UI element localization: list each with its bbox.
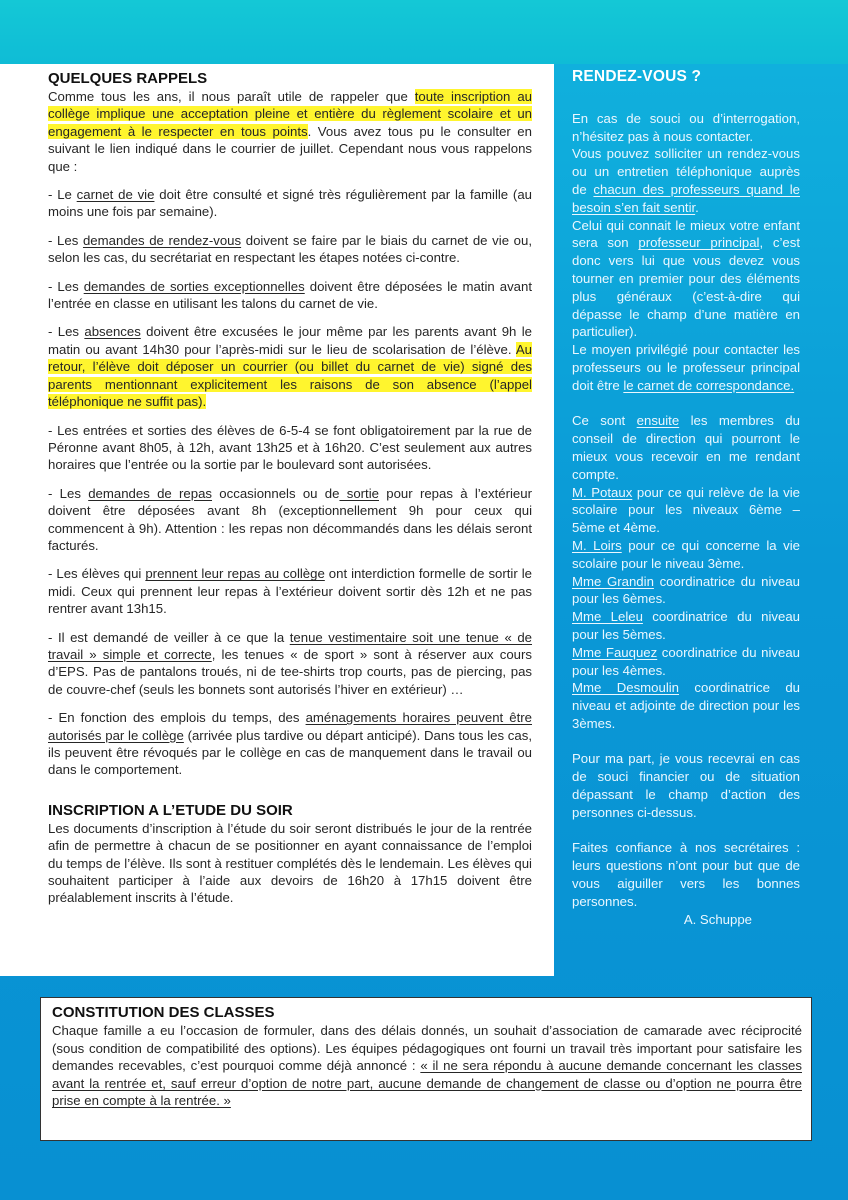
rendezvous-sidebar bbox=[572, 68, 800, 928]
rappels-heading: QUELQUES RAPPELS bbox=[48, 70, 208, 87]
contact-name: M. Loirs bbox=[572, 537, 622, 553]
rappel-repas bbox=[48, 485, 532, 555]
etude-text: Les documents d’inscription à l’étude du soir seront distribués le jour de la rentrée afin de permettre à chacun de se positionner en ayant connaissance de l’emploi du temps de l’élève. Ils sont à restituer complétés dès le lendemain. Les élèves qui souhaitent participer à l’aide aux devoirs de 16h20 à 17h15 doivent être préalablement inscrits à l’étude. bbox=[48, 820, 532, 906]
contact-role: coordinatrice du niveau et adjointe de direction pour les 3èmes. bbox=[572, 680, 800, 731]
contact-item bbox=[572, 644, 800, 680]
rappels-intro bbox=[48, 88, 532, 175]
underlined-text: « il ne sera répondu à aucune demande concernant les classes avant la rentrée et, sauf erreur d’option de notre part, aucune demande de changement de classe ou d’option ne pourra être prise en compte à la rentrée. » bbox=[52, 1058, 802, 1109]
text: Vous pouvez solliciter un rendez-vous ou un entretien téléphonique auprès de bbox=[572, 146, 800, 197]
spacer bbox=[572, 395, 800, 413]
underlined-text: demandes de repas bbox=[88, 485, 213, 501]
text: - Les bbox=[48, 485, 89, 501]
classes-text bbox=[52, 1022, 802, 1110]
contact-name: Mme Desmoulin bbox=[572, 680, 680, 696]
contact-name: Mme Grandin bbox=[572, 573, 654, 589]
underlined-text: sortie bbox=[339, 485, 379, 501]
contact-item bbox=[572, 608, 800, 644]
underlined-text: demandes de sorties exceptionnelles bbox=[83, 278, 305, 294]
rdv-p5 bbox=[572, 412, 800, 483]
highlighted-text: Au retour, l’élève doit déposer un courrier (ou billet du carnet de vie) signé des parents mentionnant explicitement les raisons de son absence (l’appel téléphonique ne suffit pas). bbox=[48, 341, 532, 410]
text: doit être consulté et signé très régulièrement par la famille (au moins une fois par semaine). bbox=[48, 187, 532, 220]
text: . bbox=[695, 199, 699, 215]
contact-name: Mme Fauquez bbox=[572, 644, 658, 660]
underlined-text: professeur principal bbox=[638, 235, 760, 251]
text: - Les élèves qui bbox=[48, 566, 146, 582]
text: , c’est donc vers lui que vous devez vous tourner en premier pour des éléments plus généraux (c’est-à-dire qui dépasse le champ d’une matière en particulier). bbox=[572, 235, 800, 340]
rdv-p7: Faites confiance à nos secrétaires : leurs questions n’ont pour but que de vous aiguiller vers les bonnes personnes. bbox=[572, 840, 800, 909]
underlined-text: ensuite bbox=[636, 413, 680, 429]
text: (arrivée plus tardive ou départ anticipé). Dans tous les cas, ils peuvent être révoqués par le collège en cas de manquement dans le travail ou dans le comportement. bbox=[48, 727, 532, 778]
rappel-sorties bbox=[48, 278, 532, 313]
text: - Il est demandé de veiller à ce que la bbox=[48, 629, 290, 645]
text: Chaque famille a eu l’occasion de formuler, dans des délais donnés, un souhait d’association de camarade avec réciprocité (sous condition de compatibilité des options). Les équipes pédagogiques ont fourni un travail très important pour satisfaire les demandes recevables, c’est pourquoi comme déjà annoncé : bbox=[52, 1023, 802, 1074]
text: doivent se faire par le biais du carnet de vie ou, selon les cas, du secrétariat en respectant les étapes notées ci-contre. bbox=[48, 232, 533, 266]
classes-heading: CONSTITUTION DES CLASSES bbox=[52, 1004, 275, 1021]
contact-item bbox=[572, 679, 800, 732]
underlined-text: demandes de rendez-vous bbox=[82, 232, 242, 248]
contact-role: pour ce qui relève de la vie scolaire pour les niveaux 6ème – 5ème et 4ème. bbox=[572, 484, 800, 536]
rappel-entrees: - Les entrées et sorties des élèves de 6-5-4 se font obligatoirement par la rue de Péronne avant 8h05, à 12h, avant 13h25 et à 16h20. C’est seulement aux autres horaires que l’entrée ou la sortie par le boulevard sont autorisées. bbox=[48, 422, 532, 473]
text: doivent être excusées le jour même par les parents avant 9h le matin ou avant 14h30 pour l’après-midi sur le lieu de scolarisation de l’élève. bbox=[48, 324, 532, 357]
text: - Les bbox=[48, 232, 83, 248]
text: - Les bbox=[48, 278, 84, 294]
text: - En fonction des emplois du temps, des bbox=[48, 710, 306, 726]
rdv-p1: En cas de souci ou d’interrogation, n’hésitez pas à nous contacter. bbox=[572, 110, 800, 144]
rappel-absences bbox=[48, 323, 532, 410]
left-content bbox=[48, 70, 532, 918]
spacer bbox=[48, 790, 532, 802]
contact-item bbox=[572, 484, 800, 537]
rdv-p6: Pour ma part, je vous recevrai en cas de souci financier ou de situation dépassant le champ d’action des personnes ci-dessus. bbox=[572, 751, 800, 820]
rendezvous-heading: RENDEZ-VOUS ? bbox=[572, 68, 702, 85]
spacer bbox=[572, 822, 800, 840]
underlined-text: carnet de vie bbox=[76, 187, 155, 203]
underlined-text: absences bbox=[84, 324, 141, 340]
classes-box bbox=[40, 997, 812, 1141]
text: . Vous avez tous pu le consulter en suivant le lien indiqué dans le courrier de juillet. Cependant nous vous rappelons que : bbox=[48, 123, 532, 174]
rappel-amenagements bbox=[48, 709, 532, 779]
text: , les tenues « de sport » sont à réserver aux cours d’EPS. Pas de pantalons troués, ni de tee-shirts trop courts, pas de piercing, pas de couvre-chef (seuls les bonnets sont autorisés l’hiver en extérieur) … bbox=[48, 646, 532, 697]
signature: A. Schuppe bbox=[683, 911, 752, 927]
contact-role: coordinatrice du niveau pour les 4èmes. bbox=[572, 644, 800, 678]
left-content-panel bbox=[0, 64, 554, 976]
rdv-p2 bbox=[572, 145, 800, 216]
contact-name: Mme Leleu bbox=[572, 609, 643, 625]
rappel-tenue bbox=[48, 629, 532, 699]
contact-role: coordinatrice du niveau pour les 5èmes. bbox=[572, 609, 800, 642]
rdv-p4 bbox=[572, 341, 800, 394]
rappel-rdv bbox=[48, 232, 532, 267]
rappel-college bbox=[48, 565, 532, 617]
text: Celui qui connait le mieux votre enfant sera son bbox=[572, 217, 800, 251]
underlined-text: tenue vestimentaire soit une tenue « de travail » simple et correcte bbox=[48, 629, 532, 662]
text: Le moyen privilégié pour contacter les professeurs ou le professeur principal doit être bbox=[572, 342, 800, 393]
top-color-band bbox=[0, 0, 848, 64]
classes-content bbox=[52, 1004, 802, 1110]
text: - Le bbox=[48, 187, 77, 203]
contact-item bbox=[572, 537, 800, 573]
text: les membres du conseil de direction qui pourront le mieux vous recevoir en me rendant compte. bbox=[572, 413, 800, 482]
text: ont interdiction formelle de sortir le midi. Ceux qui prennent leur repas à l’extérieur doivent sortir dès 12h et ne pas rentrer avant 13h15. bbox=[48, 566, 533, 617]
text: Comme tous les ans, il nous paraît utile de rappeler que bbox=[48, 89, 415, 104]
contact-role: coordinatrice du niveau pour les 6èmes. bbox=[572, 573, 800, 607]
text: occasionnels ou de bbox=[212, 485, 340, 501]
contact-role: pour ce qui concerne la vie scolaire pour le niveau 3ème. bbox=[572, 537, 800, 571]
text: pour repas à l’extérieur doivent être déposées avant 8h (exceptionnellement 9h pour ceux qui commencent à 9h). Attention : les repas non décommandés dans les délais seront facturés. bbox=[48, 485, 532, 553]
text: - Les bbox=[48, 324, 85, 340]
underlined-text: aménagements horaires peuvent être autorisés par le collège bbox=[48, 710, 532, 743]
underlined-text: prennent leur repas au collège bbox=[145, 566, 325, 582]
spacer bbox=[572, 733, 800, 751]
etude-heading: INSCRIPTION A L’ETUDE DU SOIR bbox=[48, 801, 293, 819]
text: Ce sont bbox=[572, 413, 637, 429]
highlighted-text: toute inscription au collège implique une acceptation pleine et entière du règlement scolaire et un engagement à le respecter en tous points bbox=[48, 89, 532, 139]
rdv-p3 bbox=[572, 217, 800, 342]
contact-name: M. Potaux bbox=[572, 484, 633, 500]
contact-item bbox=[572, 573, 800, 609]
text: doivent être déposées le matin avant l’entrée en classe en utilisant les talons du carnet de vie. bbox=[48, 278, 533, 312]
underlined-text: chacun des professeurs quand le besoin s’en fait sentir bbox=[572, 181, 800, 215]
rappel-carnet bbox=[48, 186, 532, 221]
underlined-text: le carnet de correspondance. bbox=[623, 377, 795, 393]
